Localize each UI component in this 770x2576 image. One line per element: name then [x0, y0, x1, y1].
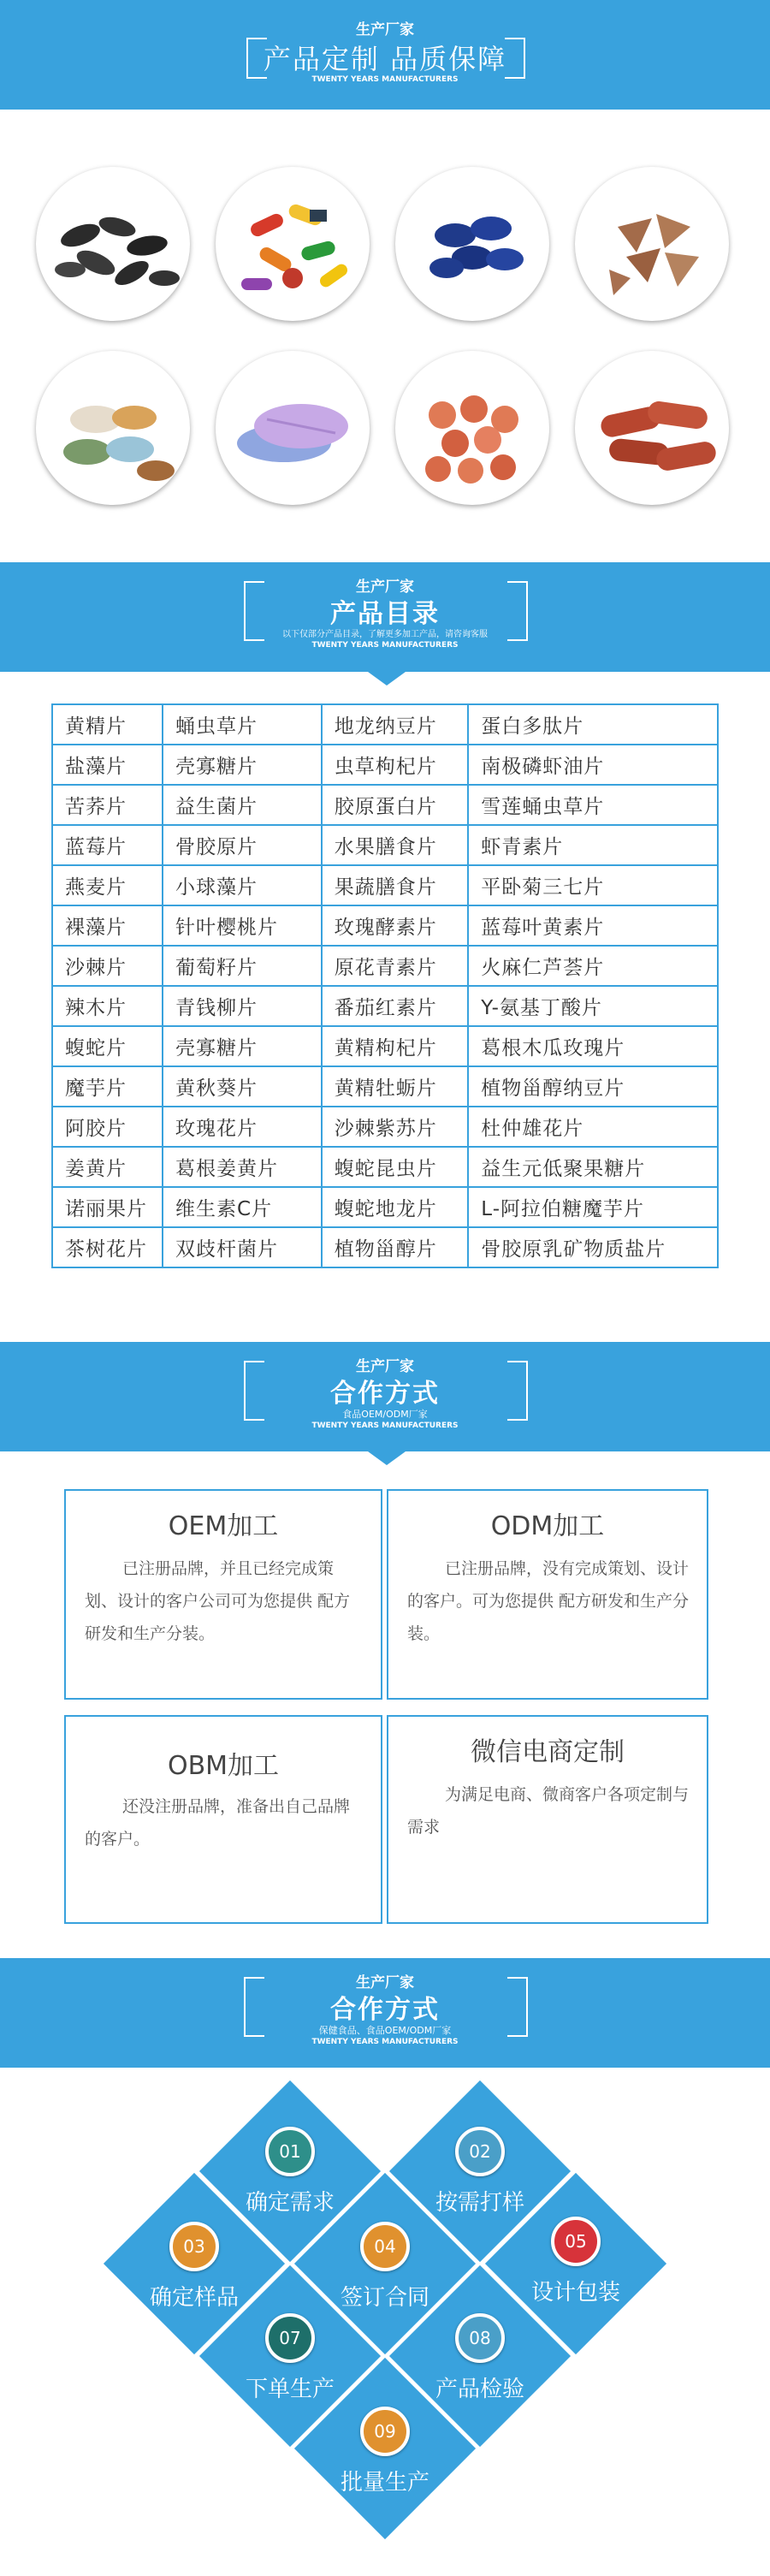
step-number-badge: 09	[360, 2407, 410, 2456]
process-step	[109, 2222, 280, 2312]
banner-description: 食品OEM/ODM厂家	[342, 1409, 428, 1420]
catalog-cell: 番茄红素片	[322, 986, 469, 1026]
catalog-cell: 玫瑰花片	[163, 1107, 322, 1147]
pill-image-brown-triangles	[575, 167, 729, 321]
catalog-row	[52, 704, 718, 745]
banner-product-catalog	[0, 562, 770, 672]
catalog-cell: 蓝莓片	[52, 825, 163, 865]
service-title: 微信电商定制	[471, 1737, 625, 1767]
step-number-badge: 04	[360, 2222, 410, 2271]
service-card-obm	[64, 1715, 382, 1924]
banner-title: 产品定制 品质保障	[263, 43, 507, 75]
catalog-cell: 植物甾醇片	[322, 1227, 469, 1267]
banner-product-custom	[0, 0, 770, 110]
catalog-cell: 裸藻片	[52, 905, 163, 946]
catalog-cell: 益生元低聚果糖片	[468, 1147, 718, 1187]
banner-pointer	[368, 1451, 406, 1465]
banner-title: 合作方式	[330, 1379, 440, 1409]
banner-cooperation-process	[0, 1958, 770, 2068]
catalog-row	[52, 785, 718, 825]
service-card-odm	[387, 1489, 708, 1700]
process-step	[394, 2313, 566, 2403]
service-title: ODM加工	[490, 1511, 605, 1541]
catalog-cell: 益生菌片	[163, 785, 322, 825]
step-number-badge: 07	[265, 2313, 315, 2363]
banner-subtitle: TWENTY YEARS MANUFACTURERS	[311, 1422, 459, 1430]
banner-pointer	[368, 672, 406, 686]
catalog-cell: 植物甾醇纳豆片	[468, 1066, 718, 1107]
catalog-cell: 蓝莓叶黄素片	[468, 905, 718, 946]
pill-image-lilac-tablets	[216, 351, 370, 505]
service-description: 已注册品牌，没有完成策划、设计的客户。可为您提供 配方研发和生产分装。	[407, 1559, 690, 1643]
catalog-cell: 火麻仁芦荟片	[468, 946, 718, 986]
catalog-cell: 盐藻片	[52, 745, 163, 785]
catalog-row	[52, 1227, 718, 1267]
catalog-row	[52, 1147, 718, 1187]
catalog-cell: 双歧杆菌片	[163, 1227, 322, 1267]
catalog-cell: 水果膳食片	[322, 825, 469, 865]
catalog-cell: 辣木片	[52, 986, 163, 1026]
banner-subtitle: TWENTY YEARS MANUFACTURERS	[311, 2038, 459, 2046]
catalog-cell: 阿胶片	[52, 1107, 163, 1147]
catalog-row	[52, 986, 718, 1026]
service-title: OEM加工	[168, 1511, 279, 1541]
service-description: 为满足电商、微商客户各项定制与需求	[407, 1785, 690, 1837]
catalog-row	[52, 865, 718, 905]
step-label: 确定样品	[149, 2285, 239, 2311]
catalog-cell: 葛根木瓜玫瑰片	[468, 1026, 718, 1066]
banner-small-text: 生产厂家	[356, 21, 414, 39]
service-title: OBM加工	[167, 1751, 280, 1781]
catalog-row	[52, 1107, 718, 1147]
catalog-cell: 葛根姜黄片	[163, 1147, 322, 1187]
process-step	[394, 2127, 566, 2217]
catalog-cell: 壳寡糖片	[163, 1026, 322, 1066]
catalog-cell: 苦荞片	[52, 785, 163, 825]
catalog-cell: 南极磷虾油片	[468, 745, 718, 785]
step-label: 按需打样	[435, 2190, 524, 2216]
catalog-cell: Y-氨基丁酸片	[468, 986, 718, 1026]
catalog-cell: 小球藻片	[163, 865, 322, 905]
catalog-cell: 蛹虫草片	[163, 704, 322, 745]
step-number-badge: 03	[169, 2222, 219, 2271]
catalog-cell: 青钱柳片	[163, 986, 322, 1026]
catalog-row	[52, 946, 718, 986]
catalog-cell: 姜黄片	[52, 1147, 163, 1187]
catalog-cell: 原花青素片	[322, 946, 469, 986]
catalog-cell: 地龙纳豆片	[322, 704, 469, 745]
catalog-cell: 葡萄籽片	[163, 946, 322, 986]
step-label: 下单生产	[245, 2377, 335, 2402]
catalog-cell: 茶树花片	[52, 1227, 163, 1267]
banner-small-text: 生产厂家	[356, 1974, 414, 1991]
catalog-cell: 针叶樱桃片	[163, 905, 322, 946]
banner-subtitle: TWENTY YEARS MANUFACTURERS	[311, 75, 459, 84]
step-number-badge: 02	[455, 2127, 505, 2176]
catalog-cell: 黄秋葵片	[163, 1066, 322, 1107]
service-description: 已注册品牌，并且已经完成策划、设计的客户公司可为您提供 配方研发和生产分装。	[85, 1559, 351, 1643]
step-number-badge: 05	[551, 2217, 601, 2266]
pill-image-mixed-tablets	[36, 351, 190, 505]
catalog-cell: 虾青素片	[468, 825, 718, 865]
process-step	[204, 2313, 376, 2403]
banner-description: 以下仅部分产品目录，了解更多加工产品，请咨询客服	[282, 630, 488, 639]
catalog-cell: 平卧菊三七片	[468, 865, 718, 905]
process-step	[299, 2407, 471, 2496]
catalog-cell: 果蔬膳食片	[322, 865, 469, 905]
catalog-cell: 玫瑰酵素片	[322, 905, 469, 946]
catalog-cell: 雪莲蛹虫草片	[468, 785, 718, 825]
catalog-cell: 黄精枸杞片	[322, 1026, 469, 1066]
catalog-cell: 蝮蛇片	[52, 1026, 163, 1066]
pill-image-red-capsules	[575, 351, 729, 505]
step-label: 设计包装	[530, 2280, 620, 2306]
catalog-cell: 燕麦片	[52, 865, 163, 905]
banner-subtitle: TWENTY YEARS MANUFACTURERS	[311, 641, 459, 650]
pill-image-blue-tablets	[395, 167, 549, 321]
banner-small-text: 生产厂家	[356, 1358, 414, 1375]
step-number-badge: 01	[265, 2127, 315, 2176]
banner-title: 产品目录	[330, 599, 440, 629]
catalog-row	[52, 825, 718, 865]
banner-cooperation	[0, 1342, 770, 1451]
catalog-cell: L-阿拉伯糖魔芋片	[468, 1187, 718, 1227]
catalog-cell: 蝮蛇昆虫片	[322, 1147, 469, 1187]
catalog-row	[52, 905, 718, 946]
catalog-cell: 壳寡糖片	[163, 745, 322, 785]
service-card-oem	[64, 1489, 382, 1700]
catalog-cell: 诺丽果片	[52, 1187, 163, 1227]
step-number-badge: 08	[455, 2313, 505, 2363]
step-label: 批量生产	[340, 2470, 429, 2496]
product-catalog-table	[51, 703, 719, 1268]
process-step	[490, 2217, 661, 2306]
catalog-cell: 胶原蛋白片	[322, 785, 469, 825]
catalog-cell: 黄精牡蛎片	[322, 1066, 469, 1107]
catalog-cell: 沙棘紫苏片	[322, 1107, 469, 1147]
catalog-cell: 蝮蛇地龙片	[322, 1187, 469, 1227]
catalog-row	[52, 1066, 718, 1107]
process-step	[204, 2127, 376, 2217]
service-description: 还没注册品牌，准备出自己品牌的客户。	[85, 1797, 351, 1849]
catalog-cell: 杜仲雄花片	[468, 1107, 718, 1147]
catalog-row	[52, 1187, 718, 1227]
catalog-cell: 魔芋片	[52, 1066, 163, 1107]
catalog-cell: 沙棘片	[52, 946, 163, 986]
pill-image-colorful-capsules	[216, 167, 370, 321]
pill-image-black-tablets	[36, 167, 190, 321]
pill-image-orange-tablets	[395, 351, 549, 505]
step-label: 确定需求	[245, 2190, 335, 2216]
catalog-cell: 维生素C片	[163, 1187, 322, 1227]
banner-description: 保健食品、食品OEM/ODM厂家	[318, 2025, 452, 2036]
catalog-cell: 黄精片	[52, 704, 163, 745]
catalog-cell: 蛋白多肽片	[468, 704, 718, 745]
banner-small-text: 生产厂家	[356, 579, 414, 596]
banner-title: 合作方式	[330, 1995, 440, 2025]
step-label: 签订合同	[340, 2285, 429, 2311]
catalog-row	[52, 1026, 718, 1066]
service-card-wechat	[387, 1715, 708, 1924]
step-label: 产品检验	[435, 2377, 524, 2402]
catalog-cell: 虫草枸杞片	[322, 745, 469, 785]
catalog-cell: 骨胶原乳矿物质盐片	[468, 1227, 718, 1267]
catalog-cell: 骨胶原片	[163, 825, 322, 865]
process-step	[299, 2222, 471, 2312]
catalog-row	[52, 745, 718, 785]
